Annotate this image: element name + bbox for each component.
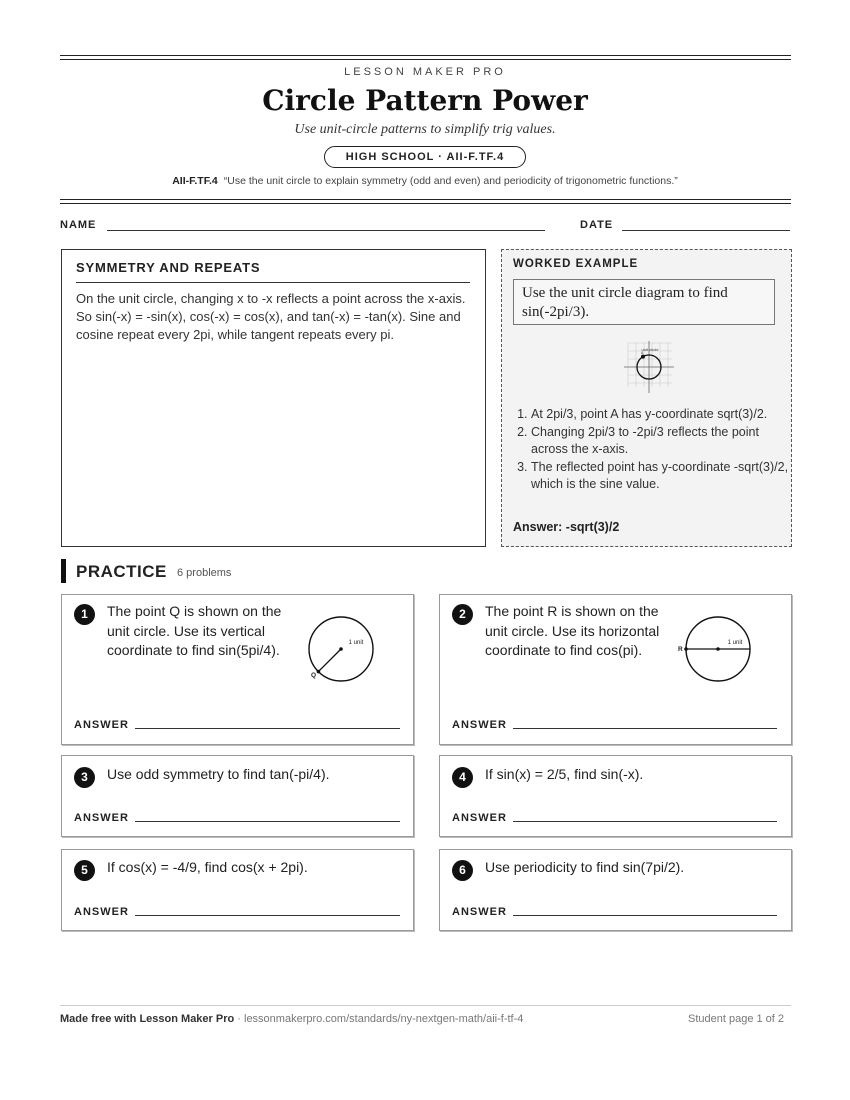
worksheet-subtitle: Use unit-circle patterns to simplify trig values. (294, 122, 556, 137)
header-rule-bottom (60, 203, 791, 204)
center-point (716, 647, 720, 651)
footer-made-with: Made free with Lesson Maker Pro (60, 1013, 235, 1025)
header-rule-top-thin (60, 59, 791, 60)
footer-page-number: Student page 1 of 2 (688, 1013, 785, 1025)
brand-name: LESSON MAKER PRO (344, 66, 506, 78)
standard-line (0, 175, 850, 187)
lesson-heading-rule (76, 282, 470, 283)
practice-accent-bar (61, 559, 66, 583)
standard-text: “Use the unit circle to explain symmetry (odd and even) and periodicity of trigonometric functions.” (223, 175, 678, 187)
problem-text: The point R is shown on the unit circle. Use its horizontal coordinate to find cos(pi). (485, 603, 660, 658)
diagram-label: unit circle (641, 347, 659, 352)
problem-number: 3 (74, 767, 95, 788)
point-r (684, 647, 688, 651)
worked-example-prompt: Use the unit circle diagram to find sin(-2pi/3). (513, 279, 775, 325)
answer-label: ANSWER (452, 812, 507, 824)
answer-label: ANSWER (452, 906, 507, 918)
practice-title: PRACTICE (76, 562, 167, 581)
answer-label: ANSWER (74, 906, 129, 918)
problem-number: 2 (452, 604, 473, 625)
problem-text: Use odd symmetry to find tan(-pi/4). (107, 766, 330, 782)
problem-2-diagram (676, 612, 760, 684)
level-badge: HIGH SCHOOL · AII-F.TF.4 (324, 146, 526, 168)
answer-field-4[interactable] (513, 821, 777, 822)
problem-text: Use periodicity to find sin(7pi/2). (485, 859, 685, 875)
problem-number: 4 (452, 767, 473, 788)
problem-number: 1 (74, 604, 95, 625)
date-label: DATE (580, 219, 614, 231)
date-field[interactable] (622, 230, 790, 231)
answer-field-2[interactable] (513, 728, 777, 729)
worked-example-answer: Answer: -sqrt(3)/2 (513, 520, 620, 534)
diagram-point-label: A (641, 351, 644, 355)
worked-example-heading: WORKED EXAMPLE (513, 258, 639, 270)
radius-line (318, 649, 341, 672)
answer-field-6[interactable] (513, 915, 777, 916)
footer-rule (60, 1005, 791, 1006)
standard-code: AII-F.TF.4 (172, 175, 218, 187)
answer-label: ANSWER (74, 812, 129, 824)
header-rule-bottom-thin (60, 199, 791, 200)
point-q (317, 670, 321, 674)
center-point (339, 647, 343, 651)
problem-number: 5 (74, 860, 95, 881)
radius-label: 1 unit (348, 640, 364, 646)
problem-text: If sin(x) = 2/5, find sin(-x). (485, 766, 644, 782)
worked-example-diagram (614, 337, 684, 401)
practice-count: 6 problems (177, 567, 232, 579)
problem-text: If cos(x) = -4/9, find cos(x + 2pi). (107, 859, 308, 875)
answer-field-5[interactable] (135, 915, 400, 916)
lesson-body: On the unit circle, changing x to -x reflects a point across the x-axis. So sin(-x) = -sin(x), cos(-x) = cos(x), and tan(-x) = -tan(x). Sine and cosine repeat every 2pi, while tangent repeats every pi. (76, 291, 466, 342)
point-label: R (678, 646, 683, 653)
answer-field-3[interactable] (135, 821, 400, 822)
radius-label: 1 unit (727, 640, 743, 646)
footer-credit (60, 1013, 523, 1025)
worked-example-step: 2. Changing 2pi/3 to -2pi/3 reflects the point across the x-axis. (531, 424, 793, 458)
name-label: NAME (60, 219, 97, 231)
worked-example-steps (513, 406, 793, 494)
answer-field-1[interactable] (135, 728, 400, 729)
name-field[interactable] (107, 230, 545, 231)
problem-text: The point Q is shown on the unit circle. Use its vertical coordinate to find sin(5pi/4). (107, 603, 282, 658)
worked-example-step: 3. The reflected point has y-coordinate -sqrt(3)/2, which is the sine value. (531, 459, 793, 493)
answer-label: ANSWER (74, 719, 129, 731)
answer-label: ANSWER (452, 719, 507, 731)
point-label: Q (311, 672, 317, 679)
lesson-heading: SYMMETRY AND REPEATS (76, 260, 261, 275)
worksheet-title: Circle Pattern Power (262, 84, 588, 117)
diagram-point (641, 355, 645, 359)
problem-1-diagram (300, 612, 384, 684)
worked-example-step: 1. At 2pi/3, point A has y-coordinate sqrt(3)/2. (531, 406, 793, 423)
header-rule-top (60, 55, 791, 56)
problem-number: 6 (452, 860, 473, 881)
footer-url[interactable]: · lessonmakerpro.com/standards/ny-nextgen-math/aii-f-tf-4 (234, 1013, 524, 1025)
